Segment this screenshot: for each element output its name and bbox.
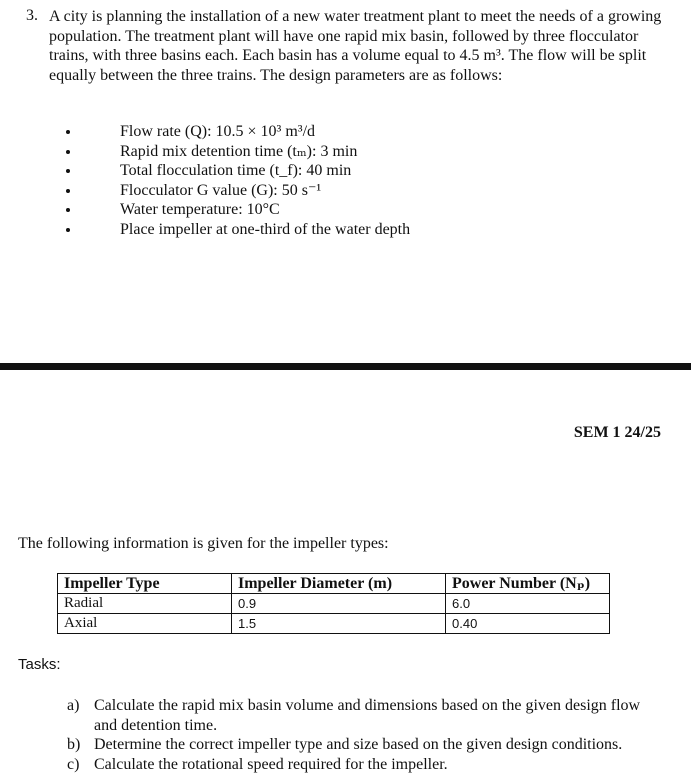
list-item — [66, 200, 410, 220]
question-text: A city is planning the installation of a new water treatment plant to meet the needs of a growing population. The treatment plant will have one rapid mix basin, followed by three flocculator trains, with three basins each. Each basin has a volume equal to 4.5 m³. The flow will be split equally between the three trains. The design parameters are as follows: — [49, 8, 662, 84]
task-text: Determine the correct impeller type and size based on the given design conditions. — [94, 736, 623, 753]
list-item — [66, 161, 410, 181]
page-marker: SEM 1 24/25 — [573, 424, 661, 441]
parameter-rapid-mix-time: Rapid mix detention time (tₘ): 3 min — [120, 142, 358, 160]
bullet-icon — [66, 130, 70, 134]
column-header: Power Number (Nₚ) — [446, 574, 610, 594]
list-item — [67, 755, 667, 775]
bullet-icon — [66, 169, 70, 173]
bullet-icon — [66, 208, 70, 212]
bullet-icon — [66, 189, 70, 193]
list-item — [66, 122, 410, 142]
table-cell: 1.5 — [232, 614, 446, 634]
list-item — [66, 142, 410, 162]
column-header: Impeller Diameter (m) — [232, 574, 446, 594]
task-text: Calculate the rapid mix basin volume and dimensions based on the given design flow and detention time. — [94, 697, 641, 734]
design-parameters-list — [66, 122, 410, 239]
task-label: b) — [67, 736, 81, 753]
list-item — [66, 220, 410, 240]
table-header-row — [58, 574, 610, 594]
list-item — [67, 696, 667, 735]
column-header: Impeller Type — [58, 574, 232, 594]
table-cell: 0.40 — [446, 614, 610, 634]
tasks-label: Tasks: — [18, 656, 61, 673]
parameter-g-value: Flocculator G value (G): 50 s⁻¹ — [120, 181, 322, 199]
table-cell: 0.9 — [232, 594, 446, 614]
list-item — [67, 735, 667, 755]
task-label: c) — [67, 755, 80, 773]
tasks-list — [67, 696, 667, 774]
impeller-table — [57, 573, 610, 634]
list-item — [66, 181, 410, 201]
parameter-flocculation-time: Total flocculation time (t_f): 40 min — [120, 162, 352, 179]
parameter-water-temperature: Water temperature: 10°C — [120, 201, 280, 218]
parameter-impeller-placement: Place impeller at one-third of the water depth — [120, 220, 411, 238]
task-text: Calculate the rotational speed required for the impeller. — [94, 755, 448, 773]
task-label: a) — [67, 697, 80, 714]
table-cell: Axial — [58, 614, 232, 634]
bullet-icon — [66, 150, 70, 154]
table-cell: 6.0 — [446, 594, 610, 614]
page-divider — [0, 363, 691, 370]
bullet-icon — [66, 228, 70, 232]
table-row — [58, 594, 610, 614]
impeller-intro: The following information is given for the impeller types: — [18, 535, 389, 552]
table-cell: Radial — [58, 594, 232, 614]
table-row — [58, 614, 610, 634]
parameter-flow-rate: Flow rate (Q): 10.5 × 10³ m³/d — [120, 123, 316, 140]
question-number: 3. — [26, 7, 38, 24]
